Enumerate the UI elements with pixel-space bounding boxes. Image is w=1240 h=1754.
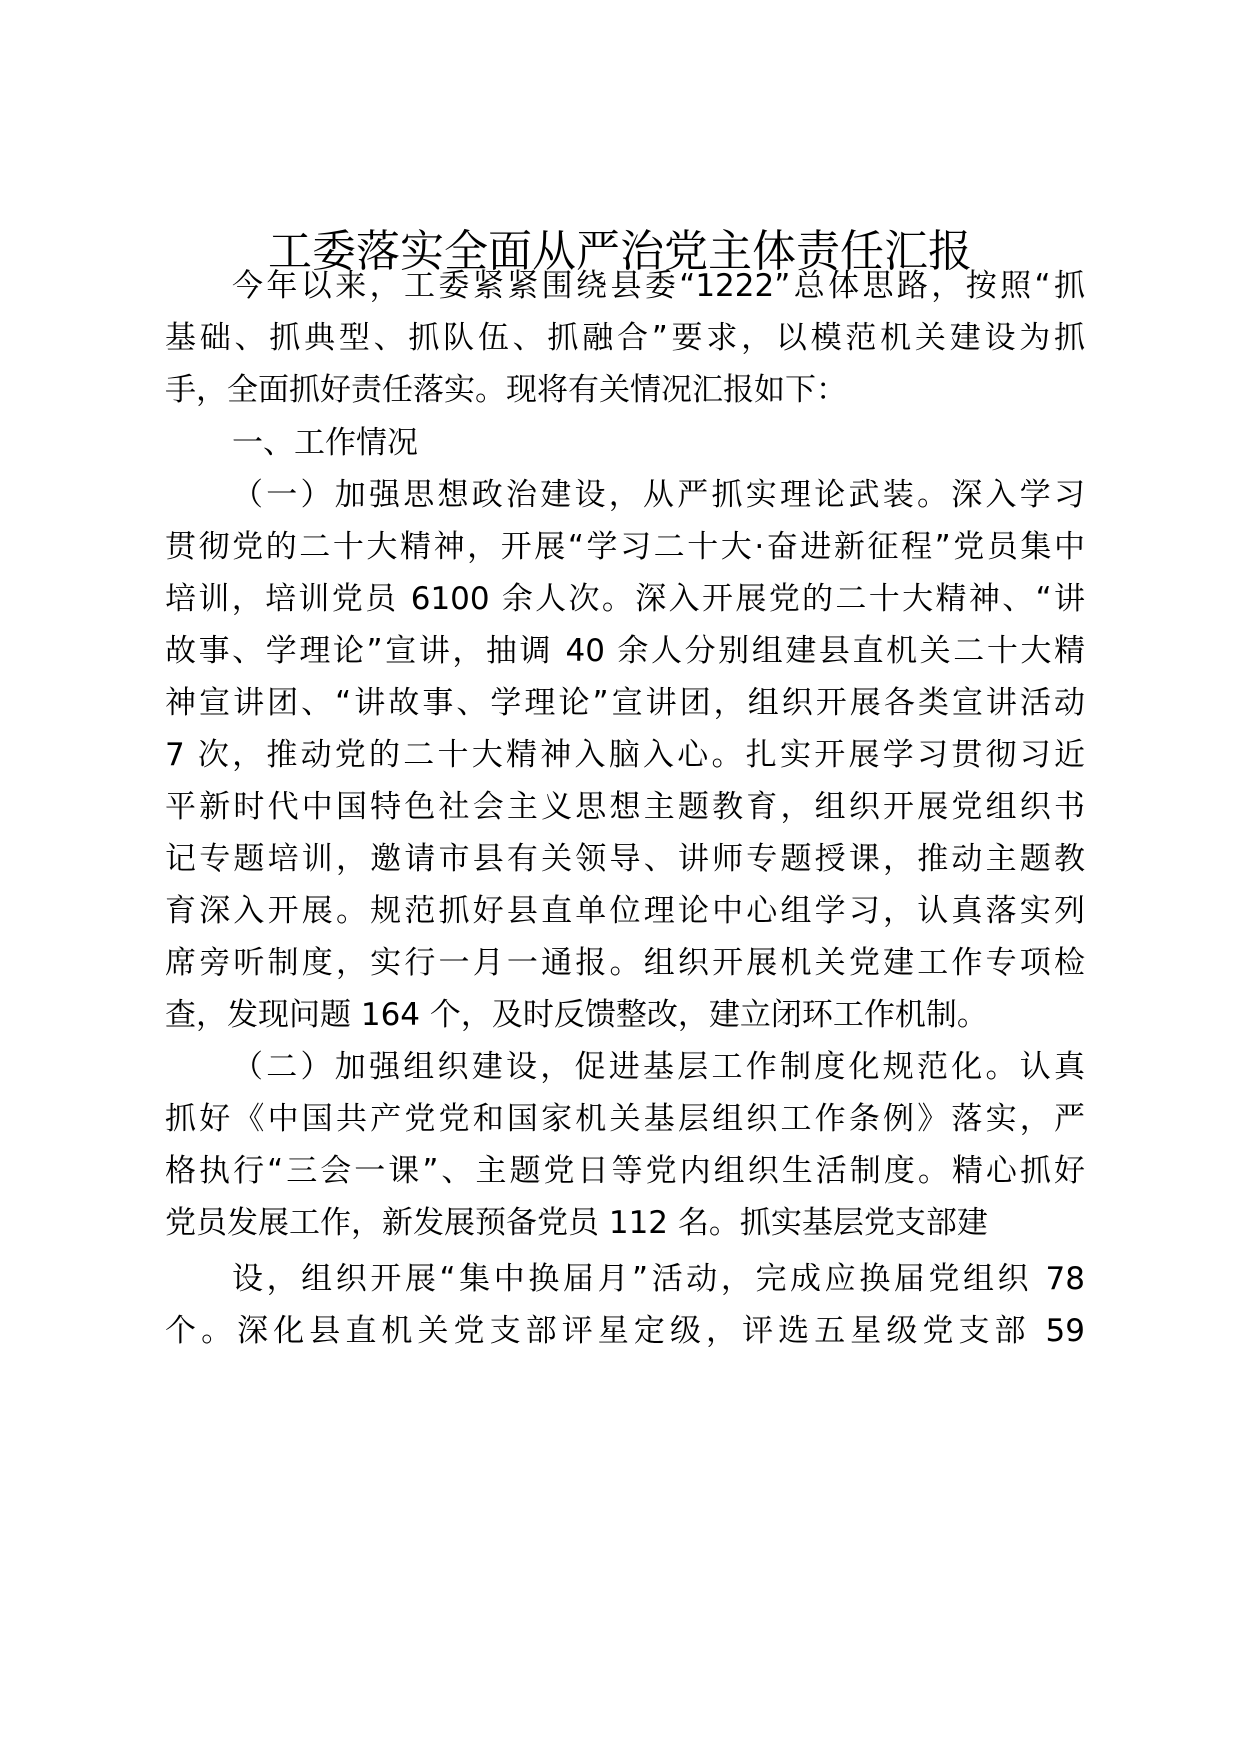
paragraph-line: 席旁听制度，实行一月一通报。组织开展机关党建工作专项检 [165, 945, 1085, 981]
paragraph-line: 神宣讲团、“讲故事、学理论”宣讲团，组织开展各类宣讲活动 [165, 685, 1085, 721]
paragraph-line: 格执行“三会一课”、主题党日等党内组织生活制度。精心抓好 [165, 1153, 1085, 1189]
section-heading: 一、工作情况 [232, 425, 418, 461]
paragraph-line: 贯彻党的二十大精神，开展“学习二十大·奋进新征程”党员集中 [165, 529, 1085, 565]
document-title: 工委落实全面从严治党主体责任汇报 [268, 226, 972, 277]
paragraph-line: 育深入开展。规范抓好县直单位理论中心组学习，认真落实列 [165, 893, 1085, 929]
paragraph-line: 查，发现问题 164 个，及时反馈整改，建立闭环工作机制。 [165, 997, 988, 1033]
paragraph-line: 故事、学理论”宣讲，抽调 40 余人分别组建县直机关二十大精 [165, 633, 1085, 669]
paragraph-line: 党员发展工作，新发展预备党员 112 名。抓实基层党支部建 [165, 1205, 988, 1241]
paragraph-line: 基础、抓典型、抓队伍、抓融合”要求，以模范机关建设为抓 [165, 320, 1085, 356]
paragraph-line: 手，全面抓好责任落实。现将有关情况汇报如下： [165, 372, 847, 408]
paragraph-line: 今年以来，工委紧紧围绕县委“1222”总体思路，按照“抓 [232, 268, 1085, 304]
paragraph-line: 个。深化县直机关党支部评星定级，评选五星级党支部 59 [165, 1313, 1085, 1349]
paragraph-line: 平新时代中国特色社会主义思想主题教育，组织开展党组织书 [165, 789, 1085, 825]
paragraph-line: 记专题培训，邀请市县有关领导、讲师专题授课，推动主题教 [165, 841, 1085, 877]
paragraph-line: 抓好《中国共产党党和国家机关基层组织工作条例》落实，严 [165, 1101, 1085, 1137]
paragraph-line: 培训，培训党员 6100 余人次。深入开展党的二十大精神、“讲 [165, 581, 1085, 617]
paragraph-line: （一）加强思想政治建设，从严抓实理论武装。深入学习 [232, 477, 1085, 513]
paragraph-line: （二）加强组织建设，促进基层工作制度化规范化。认真 [232, 1049, 1085, 1085]
paragraph-line: 设，组织开展“集中换届月”活动，完成应换届党组织 78 [232, 1261, 1085, 1297]
paragraph-line: 7 次，推动党的二十大精神入脑入心。扎实开展学习贯彻习近 [165, 737, 1085, 773]
